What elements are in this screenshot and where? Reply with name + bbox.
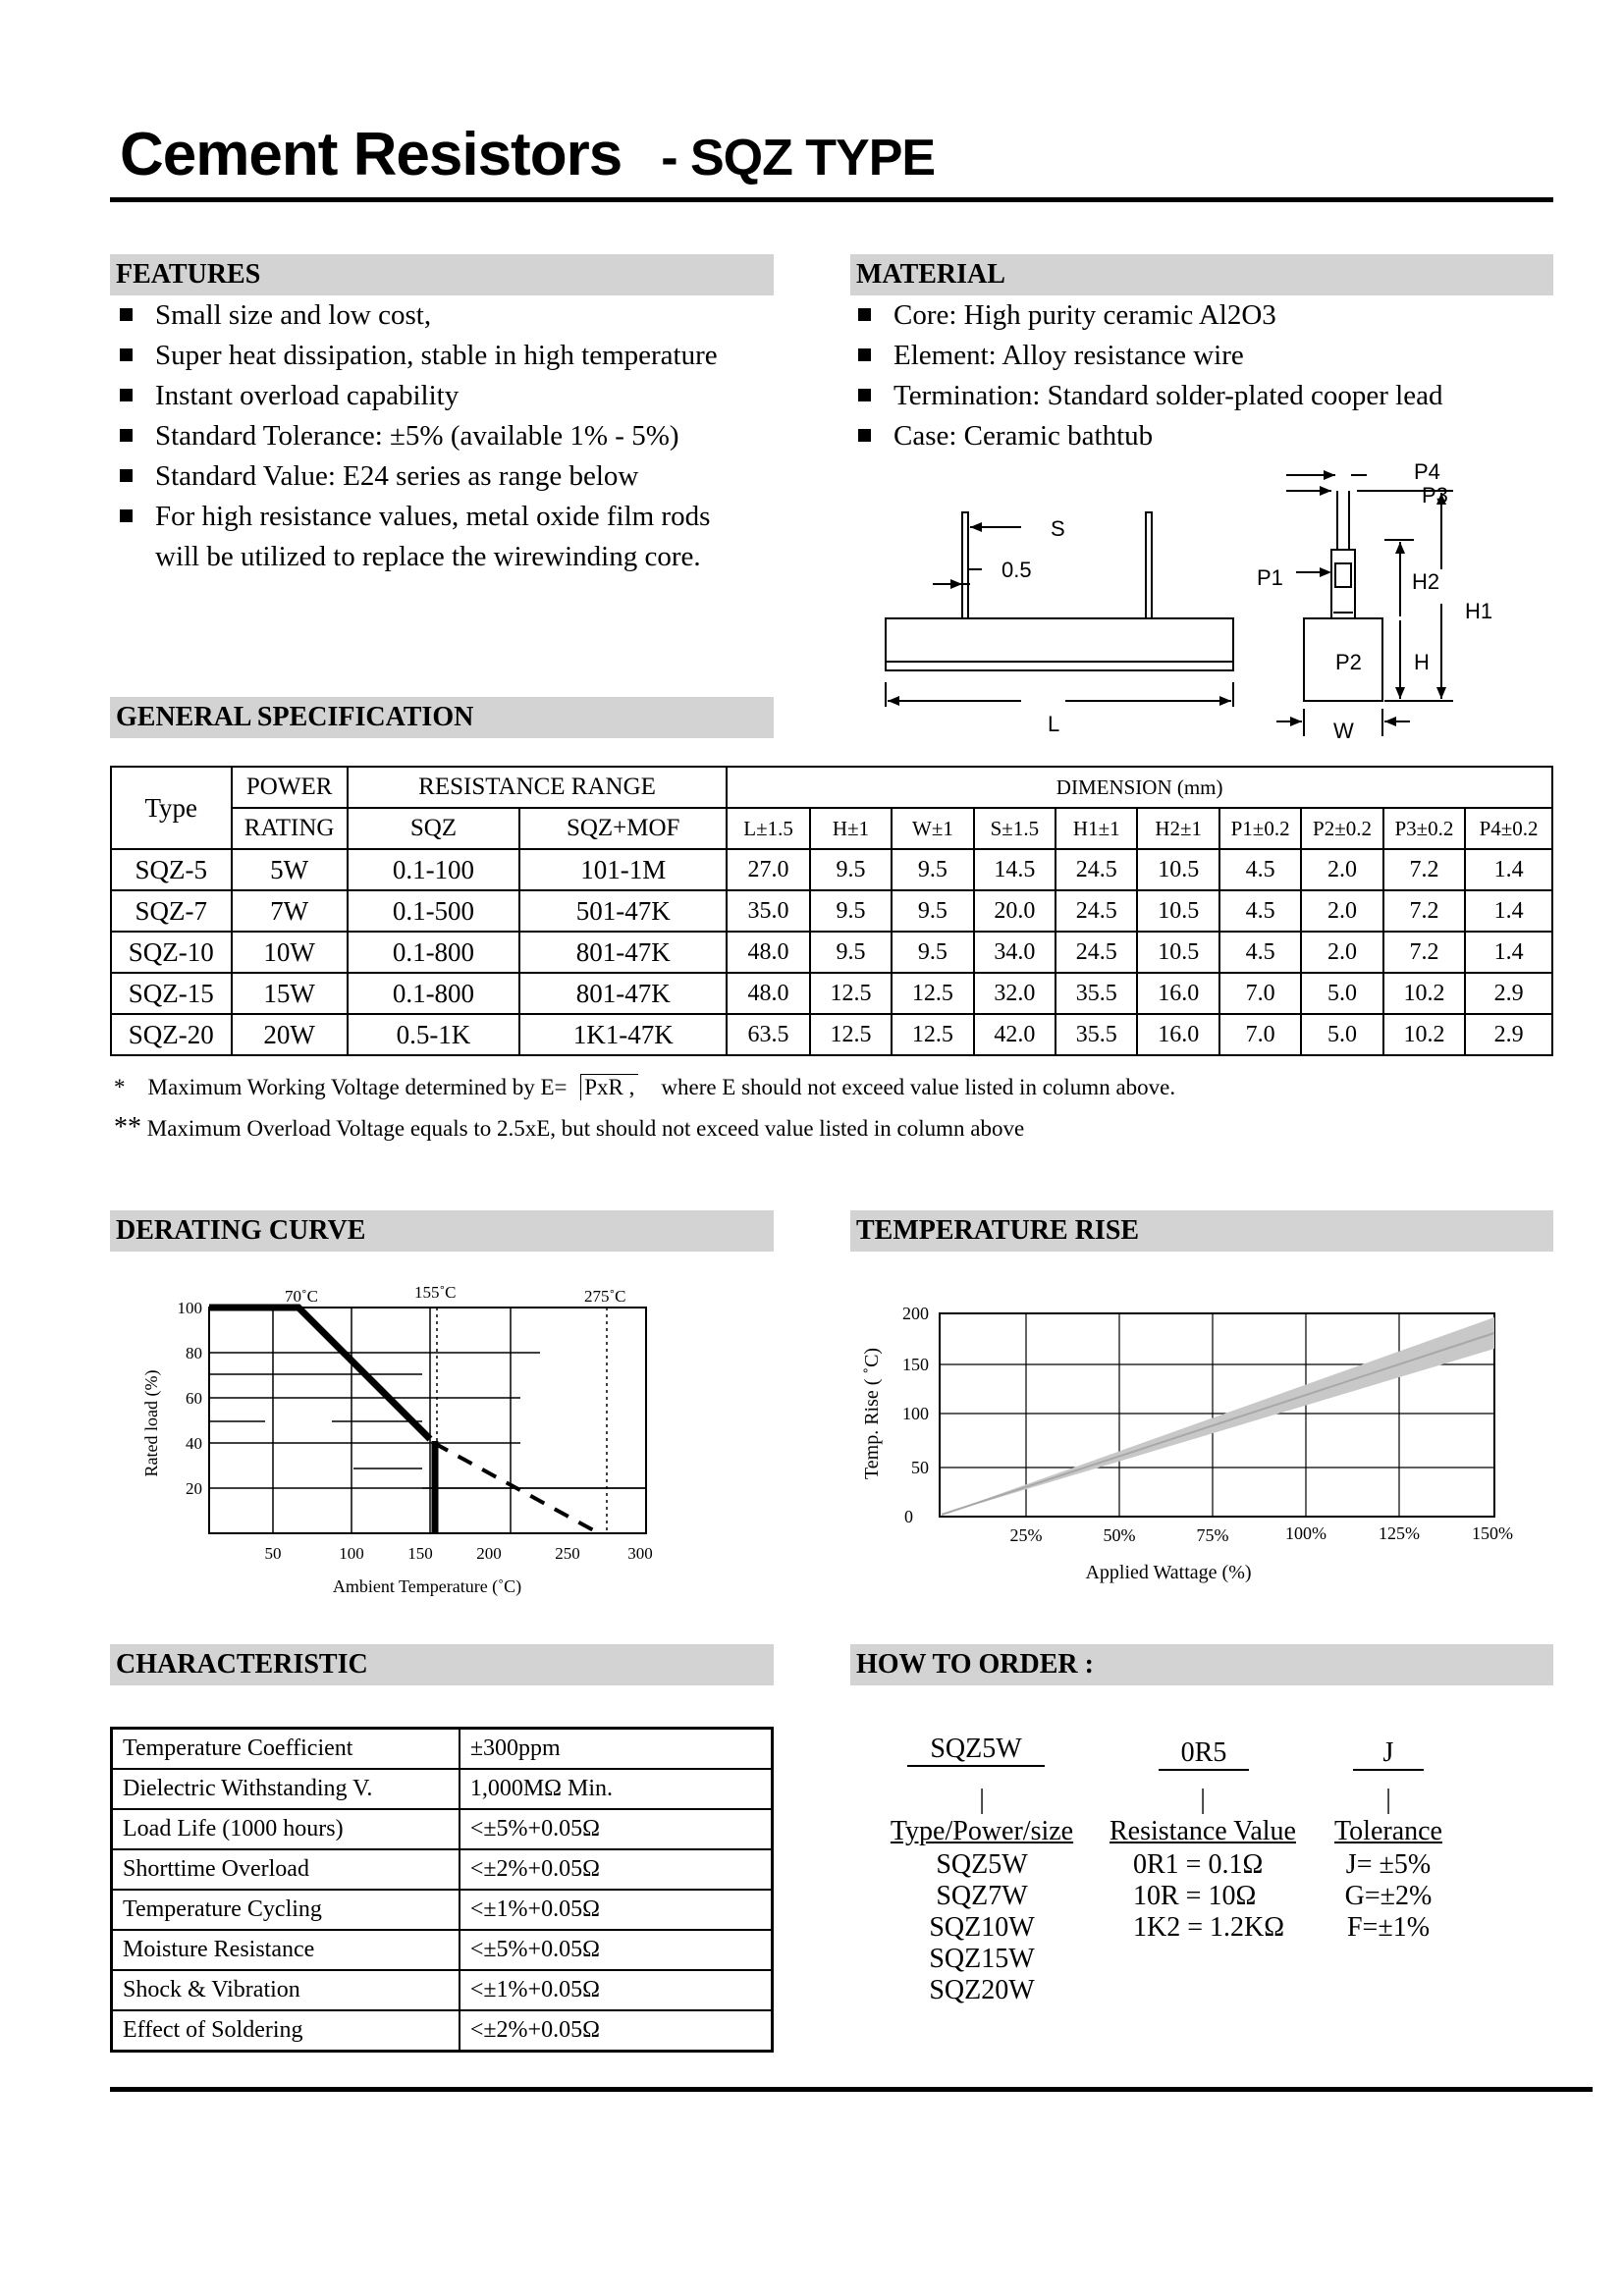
spec-cell-dim: 9.5 bbox=[892, 890, 973, 932]
material-item: Case: Ceramic bathtub bbox=[850, 416, 1553, 456]
order-option: F=±1% bbox=[1346, 1912, 1431, 1943]
spec-cell-dim: 2.0 bbox=[1301, 890, 1382, 932]
characteristic-row bbox=[112, 1930, 773, 1970]
material-item: Core: High purity ceramic Al2O3 bbox=[850, 295, 1553, 336]
p1-slot bbox=[1335, 563, 1351, 587]
material-item: Termination: Standard solder-plated cooper lead bbox=[850, 376, 1553, 416]
dim-label-p1: P1 bbox=[1257, 565, 1283, 590]
spec-cell-dim: 27.0 bbox=[727, 849, 809, 890]
material-list bbox=[850, 295, 1553, 456]
dim-label-h2: H2 bbox=[1412, 569, 1440, 594]
spec-cell-dim: 4.5 bbox=[1219, 890, 1301, 932]
spec-cell-dim: 12.5 bbox=[892, 1014, 973, 1055]
spec-cell-dim: 5.0 bbox=[1301, 1014, 1382, 1055]
characteristic-name: Effect of Soldering bbox=[112, 2010, 460, 2052]
order-column-resistance bbox=[1100, 1785, 1306, 1944]
derating-ytick: 60 bbox=[186, 1389, 202, 1408]
dim-label-w: W bbox=[1333, 719, 1354, 743]
spec-cell-dim: 24.5 bbox=[1056, 890, 1137, 932]
derating-xtick: 50 bbox=[264, 1544, 282, 1563]
arrowhead bbox=[1324, 470, 1335, 480]
spec-header-sqz-mof: SQZ+MOF bbox=[519, 808, 727, 849]
characteristic-row bbox=[112, 1890, 773, 1930]
order-code-resistance-value: 0R5 bbox=[1159, 1737, 1249, 1771]
characteristic-value: <±5%+0.05Ω bbox=[460, 1930, 773, 1970]
characteristic-name: Dielectric Withstanding V. bbox=[112, 1769, 460, 1809]
temp-rise-ytick: 0 bbox=[904, 1507, 913, 1526]
spec-cell-dim: 7.0 bbox=[1219, 973, 1301, 1014]
spec-header-dimension: DIMENSION (mm) bbox=[727, 767, 1552, 808]
spec-cell-dim: 7.2 bbox=[1383, 890, 1465, 932]
order-option: G=±2% bbox=[1344, 1881, 1433, 1911]
characteristic-row bbox=[112, 1729, 773, 1770]
derating-plot-frame bbox=[209, 1308, 646, 1533]
temp-rise-xtick: 75% bbox=[1196, 1525, 1229, 1545]
spec-header-dim: H±1 bbox=[810, 808, 892, 849]
spec-table bbox=[110, 766, 1553, 1056]
order-option: 10R = 10Ω bbox=[1133, 1881, 1257, 1911]
spec-cell-dim: 2.9 bbox=[1465, 1014, 1552, 1055]
spec-cell-dim: 7.0 bbox=[1219, 1014, 1301, 1055]
spec-cell-mof: 1K1-47K bbox=[519, 1014, 727, 1055]
derating-top-label: 275˚C bbox=[584, 1287, 626, 1306]
spec-cell-dim: 1.4 bbox=[1465, 932, 1552, 973]
order-option: 1K2 = 1.2KΩ bbox=[1133, 1912, 1285, 1943]
temp-rise-band-center bbox=[942, 1333, 1494, 1515]
dim-label-h: H bbox=[1414, 650, 1430, 674]
temp-rise-xtick: 150% bbox=[1472, 1523, 1513, 1543]
derating-guides bbox=[437, 1308, 607, 1533]
spec-header-resistance-range: RESISTANCE RANGE bbox=[348, 767, 728, 808]
characteristic-name: Shorttime Overload bbox=[112, 1849, 460, 1890]
derating-xtick: 300 bbox=[627, 1544, 653, 1563]
spec-header-dim: P3±0.2 bbox=[1383, 808, 1465, 849]
spec-header-dim: P4±0.2 bbox=[1465, 808, 1552, 849]
spec-cell-dim: 24.5 bbox=[1056, 849, 1137, 890]
derating-ytick: 80 bbox=[186, 1344, 202, 1362]
spec-cell-dim: 9.5 bbox=[892, 932, 973, 973]
note-text: Maximum Overload Voltage equals to 2.5xE, but should not exceed value listed in column above bbox=[146, 1116, 1025, 1141]
derating-heading: DERATING CURVE bbox=[110, 1210, 774, 1252]
spec-cell-power: 5W bbox=[232, 849, 348, 890]
order-code-tolerance-value: J bbox=[1353, 1737, 1424, 1771]
features-item: Standard Tolerance: ±5% (available 1% - 5%) bbox=[112, 416, 780, 456]
spec-cell-dim: 42.0 bbox=[974, 1014, 1056, 1055]
order-column-title: Tolerance bbox=[1334, 1816, 1442, 1846]
arrowhead bbox=[950, 579, 962, 589]
note-star: * bbox=[114, 1075, 126, 1099]
temp-rise-band bbox=[942, 1317, 1494, 1515]
spec-row bbox=[111, 932, 1552, 973]
characteristic-value: ±300ppm bbox=[460, 1729, 773, 1770]
characteristic-value: <±1%+0.05Ω bbox=[460, 1890, 773, 1930]
order-column-type bbox=[884, 1785, 1080, 2006]
spec-row bbox=[111, 1014, 1552, 1055]
general-spec-heading: GENERAL SPECIFICATION bbox=[110, 697, 774, 738]
spec-cell-dim: 48.0 bbox=[727, 932, 809, 973]
characteristic-heading: CHARACTERISTIC bbox=[110, 1644, 774, 1685]
derating-top-label: 70˚C bbox=[285, 1287, 318, 1306]
spec-cell-power: 10W bbox=[232, 932, 348, 973]
features-item: Super heat dissipation, stable in high temperature bbox=[112, 336, 780, 376]
spec-cell-dim: 9.5 bbox=[892, 849, 973, 890]
spec-header-type: Type bbox=[111, 767, 232, 849]
characteristic-name: Moisture Resistance bbox=[112, 1930, 460, 1970]
arrowhead bbox=[970, 522, 982, 532]
right-lead bbox=[1146, 512, 1152, 618]
derating-ytick: 100 bbox=[177, 1299, 202, 1317]
sqrt-symbol bbox=[580, 1074, 638, 1100]
spec-header-dim: H1±1 bbox=[1056, 808, 1137, 849]
temp-rise-xtick: 125% bbox=[1379, 1523, 1420, 1543]
derating-grid bbox=[209, 1308, 646, 1533]
dim-label-lead: 0.5 bbox=[1001, 558, 1032, 582]
spec-cell-dim: 2.0 bbox=[1301, 932, 1382, 973]
characteristic-value: <±5%+0.05Ω bbox=[460, 1809, 773, 1849]
order-option: SQZ15W bbox=[929, 1944, 1035, 1974]
temp-rise-heading: TEMPERATURE RISE bbox=[850, 1210, 1553, 1252]
spec-cell-dim: 1.4 bbox=[1465, 890, 1552, 932]
how-to-order-heading: HOW TO ORDER : bbox=[850, 1644, 1553, 1685]
temp-rise-xtick: 100% bbox=[1285, 1523, 1326, 1543]
dim-label-h1: H1 bbox=[1465, 599, 1493, 623]
order-option: SQZ20W bbox=[929, 1975, 1035, 2005]
spec-cell-dim: 35.0 bbox=[727, 890, 809, 932]
characteristic-name: Load Life (1000 hours) bbox=[112, 1809, 460, 1849]
spec-cell-power: 15W bbox=[232, 973, 348, 1014]
note-text-b: PxR , bbox=[584, 1075, 635, 1099]
spec-header-dim: L±1.5 bbox=[727, 808, 809, 849]
characteristic-table bbox=[110, 1727, 774, 2053]
spec-cell-dim: 16.0 bbox=[1137, 973, 1218, 1014]
spec-cell-type: SQZ-20 bbox=[111, 1014, 232, 1055]
spec-row bbox=[111, 890, 1552, 932]
derating-xtick: 250 bbox=[555, 1544, 580, 1563]
temp-rise-ylabel: Temp. Rise ( ˚C) bbox=[861, 1347, 883, 1480]
spec-cell-dim: 24.5 bbox=[1056, 932, 1137, 973]
order-code-tolerance bbox=[1353, 1737, 1424, 1771]
spec-header-rating: RATING bbox=[232, 808, 348, 849]
order-column-title: Resistance Value bbox=[1110, 1816, 1296, 1846]
derating-xtick: 200 bbox=[476, 1544, 502, 1563]
order-bar: | bbox=[979, 1785, 985, 1815]
spec-cell-sqz: 0.1-800 bbox=[348, 973, 519, 1014]
spec-cell-dim: 9.5 bbox=[810, 890, 892, 932]
spec-cell-dim: 63.5 bbox=[727, 1014, 809, 1055]
note-working-voltage bbox=[114, 1074, 1175, 1100]
spec-header-sqz: SQZ bbox=[348, 808, 519, 849]
spec-header-dim: W±1 bbox=[892, 808, 973, 849]
arrowhead bbox=[1320, 567, 1331, 577]
arrowhead bbox=[888, 696, 899, 706]
material-item: Element: Alloy resistance wire bbox=[850, 336, 1553, 376]
spec-cell-dim: 7.2 bbox=[1383, 849, 1465, 890]
spec-cell-dim: 10.2 bbox=[1383, 1014, 1465, 1055]
spec-cell-dim: 10.5 bbox=[1137, 849, 1218, 890]
characteristic-value: <±1%+0.05Ω bbox=[460, 1970, 773, 2010]
arrowhead bbox=[1290, 717, 1302, 726]
left-lead bbox=[962, 512, 968, 618]
arrowhead bbox=[1320, 486, 1331, 496]
spec-cell-dim: 12.5 bbox=[810, 973, 892, 1014]
footer-rule bbox=[110, 2087, 1593, 2092]
spec-cell-mof: 101-1M bbox=[519, 849, 727, 890]
spec-cell-type: SQZ-5 bbox=[111, 849, 232, 890]
material-heading: MATERIAL bbox=[850, 254, 1553, 295]
order-bar: | bbox=[1200, 1785, 1206, 1815]
temp-rise-ytick: 200 bbox=[902, 1304, 929, 1323]
order-option: SQZ5W bbox=[936, 1849, 1028, 1880]
temp-rise-ytick: 100 bbox=[902, 1404, 929, 1423]
spec-header-dim: H2±1 bbox=[1137, 808, 1218, 849]
features-heading: FEATURES bbox=[110, 254, 774, 295]
spec-cell-dim: 2.0 bbox=[1301, 849, 1382, 890]
arrowhead bbox=[1436, 687, 1446, 699]
dim-label-p4: P4 bbox=[1414, 459, 1440, 484]
characteristic-row bbox=[112, 2010, 773, 2052]
spec-cell-power: 7W bbox=[232, 890, 348, 932]
spec-cell-mof: 801-47K bbox=[519, 932, 727, 973]
derating-xlabel: Ambient Temperature (˚C) bbox=[332, 1576, 522, 1596]
characteristic-name: Temperature Coefficient bbox=[112, 1729, 460, 1770]
order-bar: | bbox=[1385, 1785, 1391, 1815]
spec-cell-dim: 9.5 bbox=[810, 932, 892, 973]
characteristic-value: <±2%+0.05Ω bbox=[460, 2010, 773, 2052]
note-text-c: where E should not exceed value listed in column above. bbox=[661, 1075, 1176, 1099]
spec-cell-dim: 35.5 bbox=[1056, 1014, 1137, 1055]
spec-cell-dim: 5.0 bbox=[1301, 973, 1382, 1014]
arrowhead bbox=[1384, 717, 1396, 726]
spec-cell-dim: 14.5 bbox=[974, 849, 1056, 890]
derating-chart bbox=[128, 1266, 677, 1610]
characteristic-row bbox=[112, 1769, 773, 1809]
derating-curve-solid bbox=[209, 1308, 430, 1439]
characteristic-value: 1,000MΩ Min. bbox=[460, 1769, 773, 1809]
spec-cell-sqz: 0.5-1K bbox=[348, 1014, 519, 1055]
dim-label-p2: P2 bbox=[1335, 650, 1362, 674]
features-continuation: will be utilized to replace the wirewinding core. bbox=[155, 541, 701, 572]
spec-cell-dim: 32.0 bbox=[974, 973, 1056, 1014]
dim-label-s: S bbox=[1051, 516, 1065, 541]
note-overload-voltage bbox=[114, 1112, 1024, 1144]
spec-cell-dim: 10.5 bbox=[1137, 932, 1218, 973]
derating-xtick: 100 bbox=[339, 1544, 364, 1563]
spec-header-dim: S±1.5 bbox=[974, 808, 1056, 849]
spec-cell-dim: 7.2 bbox=[1383, 932, 1465, 973]
derating-ytick: 20 bbox=[186, 1479, 202, 1498]
order-code-type bbox=[907, 1734, 1045, 1767]
spec-row bbox=[111, 973, 1552, 1014]
spec-header-power: POWER bbox=[232, 767, 348, 808]
spec-cell-dim: 10.2 bbox=[1383, 973, 1465, 1014]
characteristic-row bbox=[112, 1809, 773, 1849]
spec-cell-dim: 12.5 bbox=[810, 1014, 892, 1055]
spec-cell-mof: 801-47K bbox=[519, 973, 727, 1014]
derating-ylabel: Rated load (%) bbox=[141, 1369, 161, 1477]
characteristic-value: <±2%+0.05Ω bbox=[460, 1849, 773, 1890]
order-option: SQZ10W bbox=[929, 1912, 1035, 1943]
spec-cell-sqz: 0.1-100 bbox=[348, 849, 519, 890]
dimension-drawing bbox=[864, 452, 1542, 746]
spec-cell-type: SQZ-15 bbox=[111, 973, 232, 1014]
spec-header-dim: P2±0.2 bbox=[1301, 808, 1382, 849]
characteristic-row bbox=[112, 1970, 773, 2010]
spec-cell-dim: 9.5 bbox=[810, 849, 892, 890]
temp-rise-xtick: 25% bbox=[1009, 1525, 1043, 1545]
features-item: For high resistance values, metal oxide film rods bbox=[112, 497, 780, 537]
spec-cell-dim: 4.5 bbox=[1219, 849, 1301, 890]
derating-xtick: 150 bbox=[407, 1544, 433, 1563]
temp-rise-ytick: 50 bbox=[911, 1458, 929, 1477]
features-item: Standard Value: E24 series as range below bbox=[112, 456, 780, 497]
features-item: Instant overload capability bbox=[112, 376, 780, 416]
features-item: Small size and low cost, bbox=[112, 295, 780, 336]
order-option: J= ±5% bbox=[1345, 1849, 1432, 1880]
spec-cell-type: SQZ-10 bbox=[111, 932, 232, 973]
arrowhead bbox=[1395, 687, 1405, 699]
spec-cell-dim: 10.5 bbox=[1137, 890, 1218, 932]
spec-cell-power: 20W bbox=[232, 1014, 348, 1055]
title-rule bbox=[110, 197, 1553, 202]
spec-cell-dim: 4.5 bbox=[1219, 932, 1301, 973]
arrowhead bbox=[1395, 542, 1405, 554]
dim-label-p3: P3 bbox=[1422, 483, 1448, 507]
spec-cell-sqz: 0.1-500 bbox=[348, 890, 519, 932]
spec-row bbox=[111, 849, 1552, 890]
characteristic-name: Temperature Cycling bbox=[112, 1890, 460, 1930]
temp-rise-xlabel: Applied Wattage (%) bbox=[1085, 1562, 1252, 1583]
page-title bbox=[120, 120, 935, 189]
characteristic-name: Shock & Vibration bbox=[112, 1970, 460, 2010]
temp-rise-xtick: 50% bbox=[1103, 1525, 1136, 1545]
spec-cell-type: SQZ-7 bbox=[111, 890, 232, 932]
note-text-a: Maximum Working Voltage determined by E= bbox=[147, 1075, 568, 1099]
characteristic-row bbox=[112, 1849, 773, 1890]
temp-rise-chart bbox=[854, 1296, 1542, 1600]
resistor-body bbox=[886, 618, 1233, 670]
spec-cell-dim: 35.5 bbox=[1056, 973, 1137, 1014]
title-sub: - SQZ TYPE bbox=[661, 130, 936, 187]
spec-cell-dim: 1.4 bbox=[1465, 849, 1552, 890]
derating-ytick: 40 bbox=[186, 1434, 202, 1453]
spec-cell-dim: 34.0 bbox=[974, 932, 1056, 973]
spec-cell-dim: 48.0 bbox=[727, 973, 809, 1014]
temp-rise-ytick: 150 bbox=[902, 1355, 929, 1374]
features-list bbox=[112, 295, 780, 537]
order-option: SQZ7W bbox=[936, 1881, 1028, 1911]
spec-header-dim: P1±0.2 bbox=[1219, 808, 1301, 849]
order-code-resistance bbox=[1159, 1737, 1249, 1771]
arrowhead bbox=[1219, 696, 1231, 706]
order-column-title: Type/Power/size bbox=[890, 1816, 1074, 1846]
spec-cell-sqz: 0.1-800 bbox=[348, 932, 519, 973]
dim-label-l: L bbox=[1048, 712, 1060, 736]
order-code-type-value: SQZ5W bbox=[907, 1734, 1045, 1767]
order-column-tolerance bbox=[1329, 1785, 1447, 1944]
title-main: Cement Resistors bbox=[120, 121, 623, 188]
spec-cell-dim: 2.9 bbox=[1465, 973, 1552, 1014]
spec-cell-dim: 12.5 bbox=[892, 973, 973, 1014]
spec-cell-dim: 20.0 bbox=[974, 890, 1056, 932]
note-star: ** bbox=[114, 1112, 141, 1143]
derating-top-label: 155˚C bbox=[414, 1283, 457, 1302]
spec-cell-mof: 501-47K bbox=[519, 890, 727, 932]
order-option: 0R1 = 0.1Ω bbox=[1133, 1849, 1264, 1880]
spec-cell-dim: 16.0 bbox=[1137, 1014, 1218, 1055]
